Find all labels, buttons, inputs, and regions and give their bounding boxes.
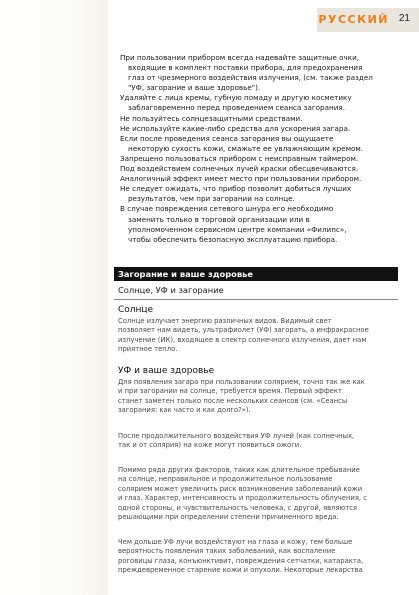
bullet-item: [120, 154, 398, 164]
safety-bullet-list: [120, 53, 398, 245]
paragraph-line: и при загорании на солнце, требуется время. Первый эффект: [118, 387, 342, 396]
bullet-item: [120, 164, 398, 184]
paragraph-line: Чем дольше УФ лучи воздействуют на глаза и кожу, тем больше: [118, 538, 353, 546]
uv-heading: УФ и ваше здоровье: [118, 366, 215, 376]
bullet-line: Под воздействием солнечных лучей краски обесцвечиваются.: [120, 164, 359, 174]
bullet-item: [120, 114, 398, 124]
bullet-line: некоторую сухость кожи, смажьте ее увлажняющим кремом.: [128, 143, 364, 153]
uv-paragraph: [118, 466, 400, 522]
language-label: РУССКИЙ: [318, 13, 389, 26]
section-title: Загорание и ваше здоровье: [114, 267, 398, 281]
uv-paragraph: [118, 378, 400, 416]
bullet-line: Удаляйте с лица кремы, губную помаду и другую косметику: [120, 93, 352, 103]
bullet-line: входящие в комплект поставки прибора, для предохранения: [128, 63, 363, 73]
paragraph-line: приятное тепло.: [118, 345, 178, 354]
bullet-line: Запрещено пользоваться прибором с неисправным таймером.: [120, 153, 359, 163]
paragraph-line: Для появления загара при пользовании солярием, точно так же как: [118, 378, 365, 386]
bullet-line: уполномоченном сервисном центре компании «Филипс»,: [128, 224, 347, 234]
uv-paragraph: [118, 432, 400, 451]
sun-paragraph: [118, 317, 400, 355]
paragraph-line: так и от солярия) на коже могут появиться ожоги.: [118, 441, 302, 450]
paragraph-line: Помимо ряда других факторов, таких как длительное пребывание: [118, 466, 360, 474]
paragraph-line: на солнце, неправильное и продолжительное пользование: [118, 475, 333, 484]
bullet-line: Если после проведения сеанса загорания вы ощущаете: [120, 133, 334, 143]
bullet-line: Не пользуйтесь солнцезащитными средствами.: [120, 113, 303, 123]
bullet-line: заменить только в торговой организации или в: [128, 214, 310, 224]
bullet-item: [120, 93, 398, 113]
paragraph-line: и глаз. Характер, интенсивность и продолжительность облучения, с: [118, 494, 367, 503]
paragraph-line: После продолжительного воздействия УФ лучей (как солнечных,: [118, 432, 355, 440]
bullet-line: "УФ, загорание и ваше здоровье").: [128, 83, 261, 93]
left-margin-band: [0, 0, 108, 595]
paragraph-line: станет заметен только после нескольких сеансов (см. «Сеансы: [118, 396, 348, 405]
bullet-line: Не следует ожидать, что прибор позволит добиться лучших: [120, 184, 352, 194]
bullet-line: Аналогичный эффект имеет место при пользовании прибором.: [120, 174, 362, 184]
bullet-item: [120, 184, 398, 204]
bullet-line: заблаговременно перед проведением сеанса загорания.: [128, 103, 346, 113]
paragraph-line: позволяет нам видеть, ультрафиолет (УФ) загорать, а инфракрасное: [118, 326, 369, 335]
bullet-line: В случае повреждения сетевого шнура его необходимо: [120, 204, 334, 214]
subtitle-divider: [114, 299, 398, 300]
paragraph-line: солярием может увеличить риск возникновения заболеваний кожи: [118, 484, 363, 493]
paragraph-line: преждевременное старение кожи и опухоли. Некоторые лекарства: [118, 566, 363, 575]
paragraph-line: одной стороны, и чувствительность человека, с другой, являются: [118, 503, 358, 512]
paragraph-line: Солнце излучает энергию различных видов. Видимый свет: [118, 317, 332, 325]
section-subtitle: Солнце, УФ и загорание: [118, 285, 224, 295]
bullet-line: Не используйте какие-либо средства для ускорения загара.: [120, 123, 351, 133]
paragraph-line: вероятность появления таких заболеваний, как воспаление: [118, 547, 336, 556]
bullet-item: [120, 204, 398, 244]
page-number: 21: [398, 13, 410, 24]
bullet-line: При пользовании прибором всегда надевайте защитные очки,: [120, 53, 360, 62]
bullet-line: глаз от чрезмерного воздействия излучения, (см. также раздел: [128, 73, 373, 83]
paragraph-line: решающими при определении степени причиненного вреда.: [118, 513, 339, 522]
bullet-item: [120, 124, 398, 134]
paragraph-line: излучение (ИК), входящее в спектр солнечного излучения, дает нам: [118, 335, 367, 344]
paragraph-line: загорания: как часто и как долго?»).: [118, 406, 251, 415]
bullet-item: [120, 134, 398, 154]
paragraph-line: роговицы глаза, конъюнктивит, повреждения сетчатки, катаракта,: [118, 556, 364, 565]
uv-paragraph: [118, 538, 400, 576]
sun-heading: Солнце: [118, 305, 154, 315]
bullet-line: результатов, чем при загорании на солнце.: [128, 194, 295, 204]
bullet-line: чтобы обеспечить безопасную эксплуатацию прибора.: [128, 234, 338, 244]
bullet-item: [120, 53, 398, 93]
